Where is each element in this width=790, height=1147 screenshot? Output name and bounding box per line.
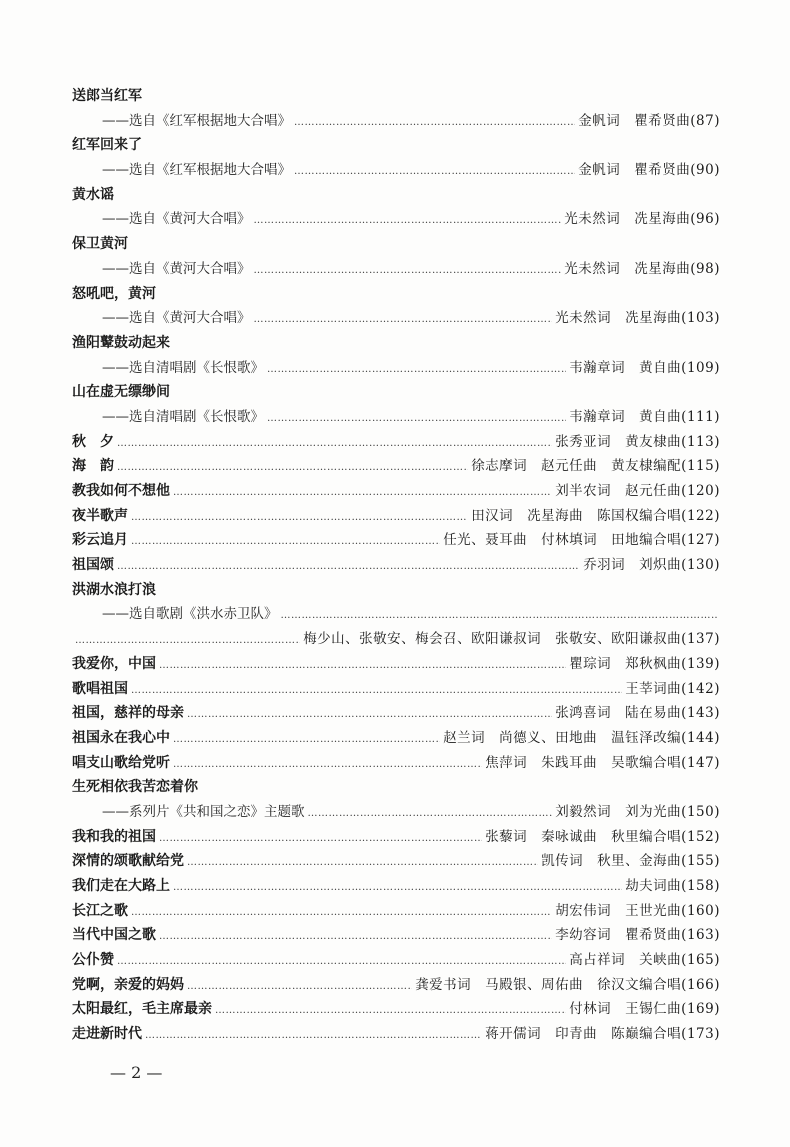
leader-dots — [159, 925, 552, 950]
leader-dots — [267, 407, 566, 432]
toc-entry — [72, 207, 720, 232]
credit-and-page: 凯传词 秋里、金海曲(155) — [541, 853, 720, 870]
credit-and-page: 付林词 王锡仁曲(169) — [569, 1001, 720, 1018]
song-title: 祖国永在我心中 — [72, 729, 170, 746]
source-note: ——选自《黄河大合唱》 — [102, 310, 251, 327]
leader-dots — [131, 679, 622, 704]
song-title: 送郎当红军 — [72, 88, 142, 104]
toc-entry — [72, 923, 720, 948]
credit-and-page: 乔羽词 刘炽曲(130) — [583, 557, 720, 574]
song-title: 长江之歌 — [72, 902, 128, 919]
song-title: 祖国颂 — [72, 557, 114, 574]
toc-entry — [72, 701, 720, 726]
credit-and-page: 劫夫词曲(158) — [625, 878, 720, 894]
toc-entry — [72, 528, 720, 553]
leader-dots — [294, 111, 575, 136]
song-title: 黄水谣 — [72, 186, 114, 203]
toc-entry — [72, 948, 720, 973]
song-title: 红军回来了 — [72, 137, 142, 154]
credit-and-page: 蒋开儒词 印青曲 陈巅编合唱(173) — [485, 1026, 720, 1043]
credit-and-page: 刘半农词 赵元任曲(120) — [555, 483, 720, 499]
toc-entry — [72, 899, 720, 924]
song-title: 秋 夕 — [72, 433, 114, 450]
leader-dots — [215, 999, 566, 1024]
leader-dots — [254, 308, 553, 333]
song-title: 我爱你，中国 — [72, 655, 156, 672]
toc-entry — [72, 874, 720, 899]
credit-and-page: 焦萍词 朱践耳曲 吴歌编合唱(147) — [485, 754, 720, 771]
toc-entry — [72, 751, 720, 776]
credit-and-page: 高占祥词 关峡曲(165) — [569, 952, 720, 969]
credit-and-page: 任光、聂耳曲 付林填词 田地编合唱(127) — [443, 532, 720, 549]
toc-entry — [72, 380, 720, 405]
song-title: 山在虚无缥缈间 — [72, 384, 170, 401]
credit-and-page: 光未然词 冼星海曲(98) — [564, 260, 720, 277]
leader-dots — [117, 555, 580, 580]
song-title: 生死相依我苦恋着你 — [72, 779, 198, 796]
toc-entry — [72, 726, 720, 751]
song-title: 夜半歌声 — [72, 507, 128, 524]
song-title: 公仆赞 — [72, 952, 114, 969]
toc-entry — [72, 553, 720, 578]
toc-entry — [72, 331, 720, 356]
song-title: 海 韵 — [72, 458, 114, 475]
leader-dots — [131, 506, 468, 531]
leader-dots — [159, 654, 566, 679]
source-note: ——选自《黄河大合唱》 — [102, 260, 251, 277]
toc-entry — [72, 1022, 720, 1047]
table-of-contents — [72, 84, 720, 1047]
leader-dots — [117, 456, 468, 481]
toc-entry — [72, 800, 720, 825]
credit-and-page: 梅少山、张敬安、梅会召、欧阳谦叔词 张敬安、欧阳谦叔曲(137) — [303, 631, 720, 648]
song-title: 彩云追月 — [72, 532, 128, 549]
song-title: 祖国，慈祥的母亲 — [72, 705, 184, 722]
song-title: 唱支山歌给党听 — [72, 754, 170, 771]
leader-dots — [173, 728, 440, 753]
song-title: 党啊，亲爱的妈妈 — [72, 976, 184, 993]
toc-entry — [72, 282, 720, 307]
credit-and-page: 王莘词曲(142) — [625, 680, 720, 697]
toc-entry — [72, 430, 720, 455]
song-title: 歌唱祖国 — [72, 680, 128, 697]
song-title: 深情的颂歌献给党 — [72, 853, 184, 870]
toc-entry — [72, 677, 720, 702]
source-note: ——选自《黄河大合唱》 — [102, 211, 251, 228]
leader-dots — [187, 851, 538, 876]
song-title: 当代中国之歌 — [72, 927, 156, 944]
toc-entry — [72, 997, 720, 1022]
song-title: 怒吼吧，黄河 — [72, 285, 156, 302]
toc-entry — [72, 973, 720, 998]
toc-entry — [72, 356, 720, 381]
song-title: 我们走在大路上 — [72, 878, 170, 894]
credit-and-page: 张藜词 秦咏诚曲 秋里编合唱(152) — [485, 828, 720, 845]
leader-dots — [281, 604, 718, 629]
credit-and-page: 张鸿喜词 陆在易曲(143) — [555, 705, 720, 722]
leader-dots — [131, 901, 552, 926]
credit-and-page: 胡宏伟词 王世光曲(160) — [555, 902, 720, 919]
leader-dots — [117, 432, 552, 457]
song-title: 走进新时代 — [72, 1026, 142, 1043]
credit-and-page: 田汉词 冼星海曲 陈国权编合唱(122) — [471, 507, 720, 524]
toc-entry — [72, 627, 720, 652]
credit-and-page: 龚爱书词 马殿银、周佑曲 徐汉文编合唱(166) — [415, 976, 720, 993]
toc-entry — [72, 84, 720, 109]
toc-entry — [72, 602, 720, 627]
leader-dots — [75, 629, 300, 654]
song-title: 保卫黄河 — [72, 236, 128, 253]
credit-and-page: 赵兰词 尚德义、田地曲 温钰泽改编(144) — [443, 729, 720, 746]
source-note: ——选自清唱剧《长恨歌》 — [102, 408, 264, 425]
source-note: ——选自《红军根据地大合唱》 — [102, 112, 291, 129]
credit-and-page: 韦瀚章词 黄自曲(109) — [569, 359, 720, 376]
toc-entry — [72, 775, 720, 800]
toc-entry — [72, 578, 720, 603]
page-number: — 2 — — [110, 1063, 163, 1082]
source-note: ——选自清唱剧《长恨歌》 — [102, 359, 264, 376]
leader-dots — [159, 827, 482, 852]
credit-and-page: 瞿琮词 郑秋枫曲(139) — [569, 655, 720, 672]
leader-dots — [173, 481, 552, 506]
leader-dots — [187, 975, 412, 1000]
credit-and-page: 光未然词 冼星海曲(103) — [555, 310, 720, 327]
leader-dots — [173, 876, 622, 901]
credit-and-page: 金帆词 瞿希贤曲(87) — [578, 112, 720, 129]
leader-dots — [117, 950, 566, 975]
toc-entry — [72, 133, 720, 158]
toc-entry — [72, 109, 720, 134]
song-title: 太阳最红，毛主席最亲 — [72, 1001, 212, 1018]
song-title: 渔阳鼙鼓动起来 — [72, 334, 170, 351]
toc-entry — [72, 652, 720, 677]
credit-and-page: 徐志摩词 赵元任曲 黄友棣编配(115) — [471, 458, 720, 475]
leader-dots — [254, 209, 562, 234]
credit-and-page: 韦瀚章词 黄自曲(111) — [569, 408, 720, 425]
leader-dots — [254, 259, 562, 284]
source-note: ——系列片《共和国之恋》主题歌 — [102, 803, 305, 820]
toc-entry — [72, 454, 720, 479]
credit-and-page: 张秀亚词 黄友棣曲(113) — [555, 433, 720, 450]
leader-dots — [187, 703, 552, 728]
leader-dots — [173, 753, 482, 778]
song-title: 教我如何不想他 — [72, 483, 170, 499]
toc-entry — [72, 849, 720, 874]
toc-entry — [72, 306, 720, 331]
credit-and-page: 金帆词 瞿希贤曲(90) — [578, 162, 720, 179]
credit-and-page: 李幼容词 瞿希贤曲(163) — [555, 927, 720, 944]
credit-and-page: 刘毅然词 刘为光曲(150) — [555, 803, 720, 820]
toc-entry — [72, 405, 720, 430]
toc-entry — [72, 504, 720, 529]
credit-and-page: 光未然词 冼星海曲(96) — [564, 211, 720, 228]
leader-dots — [294, 160, 575, 185]
leader-dots — [308, 802, 553, 827]
leader-dots — [145, 1024, 482, 1049]
toc-entry — [72, 183, 720, 208]
leader-dots — [267, 358, 566, 383]
source-note: ——选自歌剧《洪水赤卫队》 — [102, 606, 278, 623]
toc-entry — [72, 257, 720, 282]
song-title: 洪湖水浪打浪 — [72, 581, 156, 598]
toc-entry — [72, 158, 720, 183]
song-title: 我和我的祖国 — [72, 828, 156, 845]
leader-dots — [131, 530, 440, 555]
source-note: ——选自《红军根据地大合唱》 — [102, 162, 291, 179]
toc-entry — [72, 479, 720, 504]
toc-entry — [72, 825, 720, 850]
toc-entry — [72, 232, 720, 257]
